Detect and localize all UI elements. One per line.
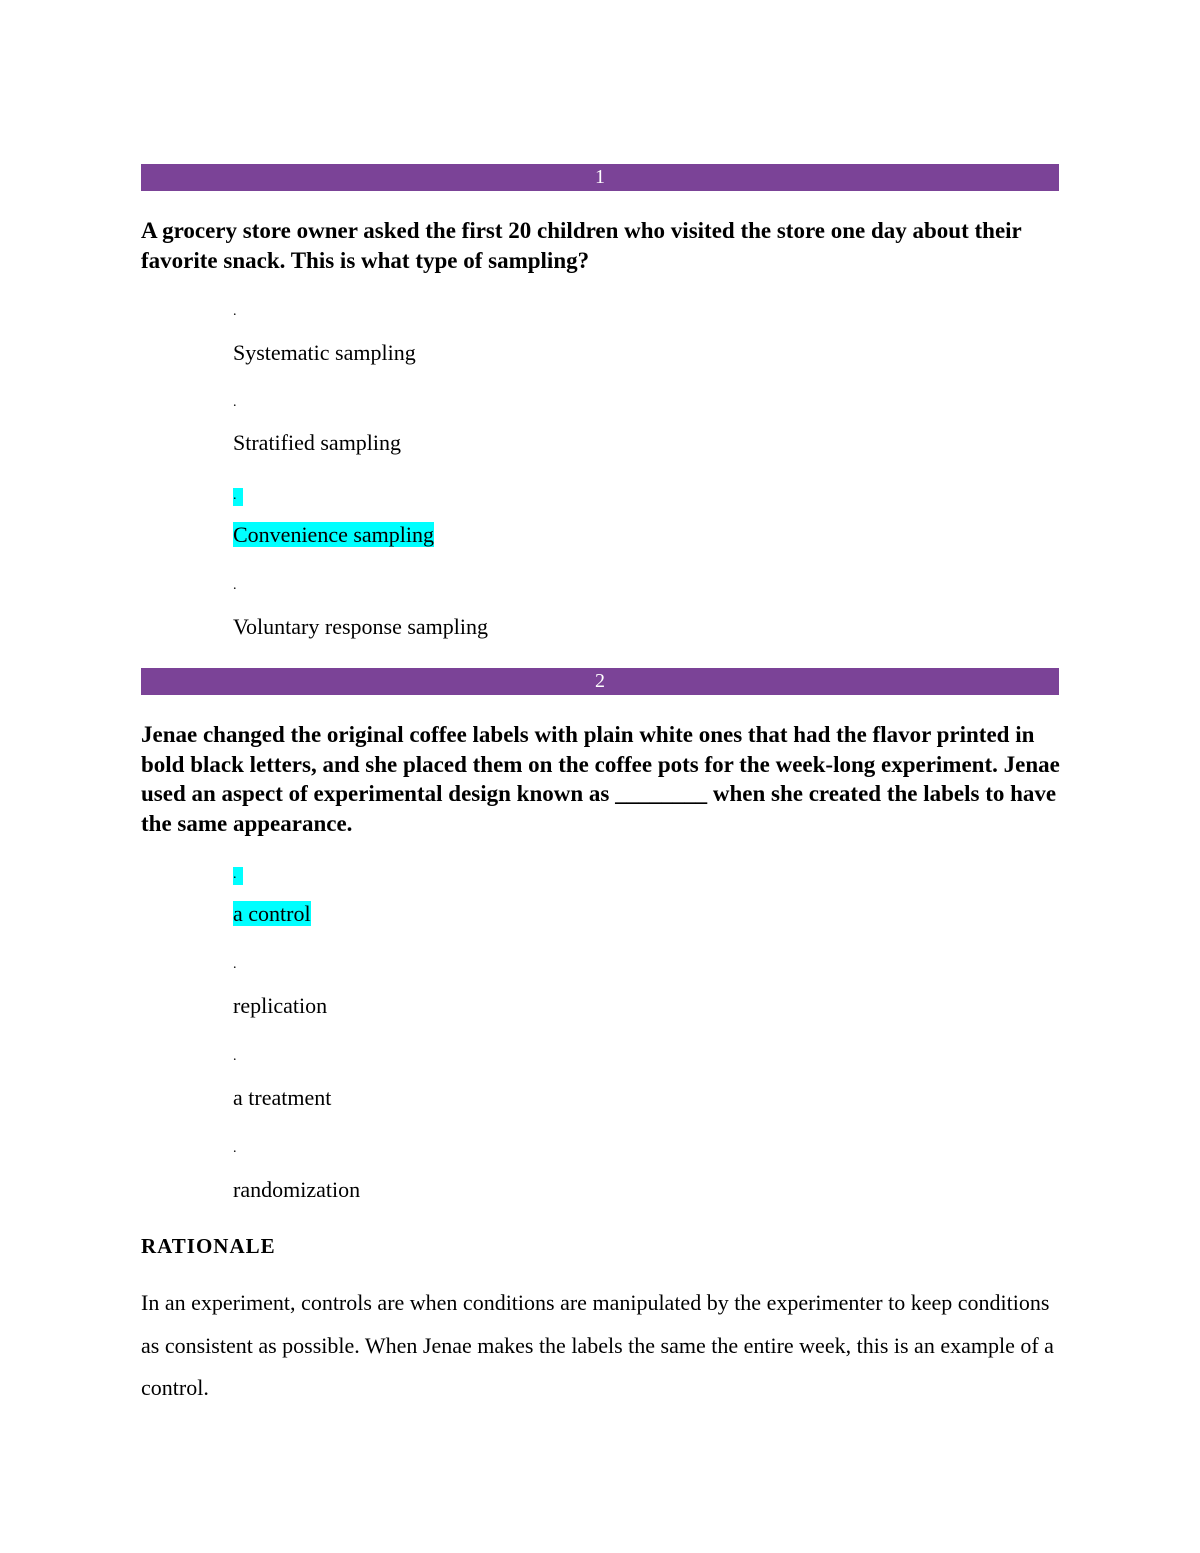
option-marker: .	[233, 304, 237, 319]
answer-option-label: Convenience sampling	[233, 522, 435, 547]
answer-option-correct[interactable]	[233, 522, 434, 548]
option-marker: .	[233, 957, 237, 972]
answer-option-label: replication	[233, 993, 328, 1018]
answer-option-label: a treatment	[233, 1085, 332, 1110]
question-text: A grocery store owner asked the first 20 children who visited the store one day about their favorite snack. This is what type of sampling?	[141, 218, 1022, 273]
answer-option[interactable]	[233, 993, 327, 1019]
answer-option[interactable]	[233, 1085, 331, 1111]
option-marker: .	[233, 1141, 237, 1156]
answer-option[interactable]	[233, 614, 488, 640]
answer-option-label: a control	[233, 901, 311, 926]
answer-option-label: Stratified sampling	[233, 430, 402, 455]
option-marker-highlighted: .	[233, 867, 243, 885]
option-marker: .	[233, 578, 237, 593]
question-number: 1	[595, 166, 605, 188]
question-text: Jenae changed the original coffee labels with plain white ones that had the flavor printed in bold black letters, and she placed them on the coffee pots for the week-long experiment. Jenae used an aspect of experimental design known as ________ when she created the labels to have the same appearance.	[141, 722, 1060, 836]
rationale-text: In an experiment, controls are when conditions are manipulated by the experimenter to keep conditions as consistent as possible. When Jenae makes the labels the same the entire week, this is an example of a control.	[141, 1290, 1054, 1400]
answer-option-label: randomization	[233, 1177, 361, 1202]
answer-option-label: Systematic sampling	[233, 340, 416, 365]
rationale-heading: RATIONALE	[141, 1234, 276, 1258]
answer-option[interactable]	[233, 1177, 360, 1203]
answer-option-correct[interactable]	[233, 901, 311, 927]
question-number-bar	[141, 668, 1059, 695]
question-number-bar	[141, 164, 1059, 191]
answer-option[interactable]	[233, 430, 401, 456]
option-marker: .	[233, 395, 237, 410]
answer-option[interactable]	[233, 340, 416, 366]
option-marker: .	[233, 1049, 237, 1064]
answer-option-label: Voluntary response sampling	[233, 614, 489, 639]
question-number: 2	[595, 670, 605, 692]
option-marker-highlighted: .	[233, 488, 243, 506]
